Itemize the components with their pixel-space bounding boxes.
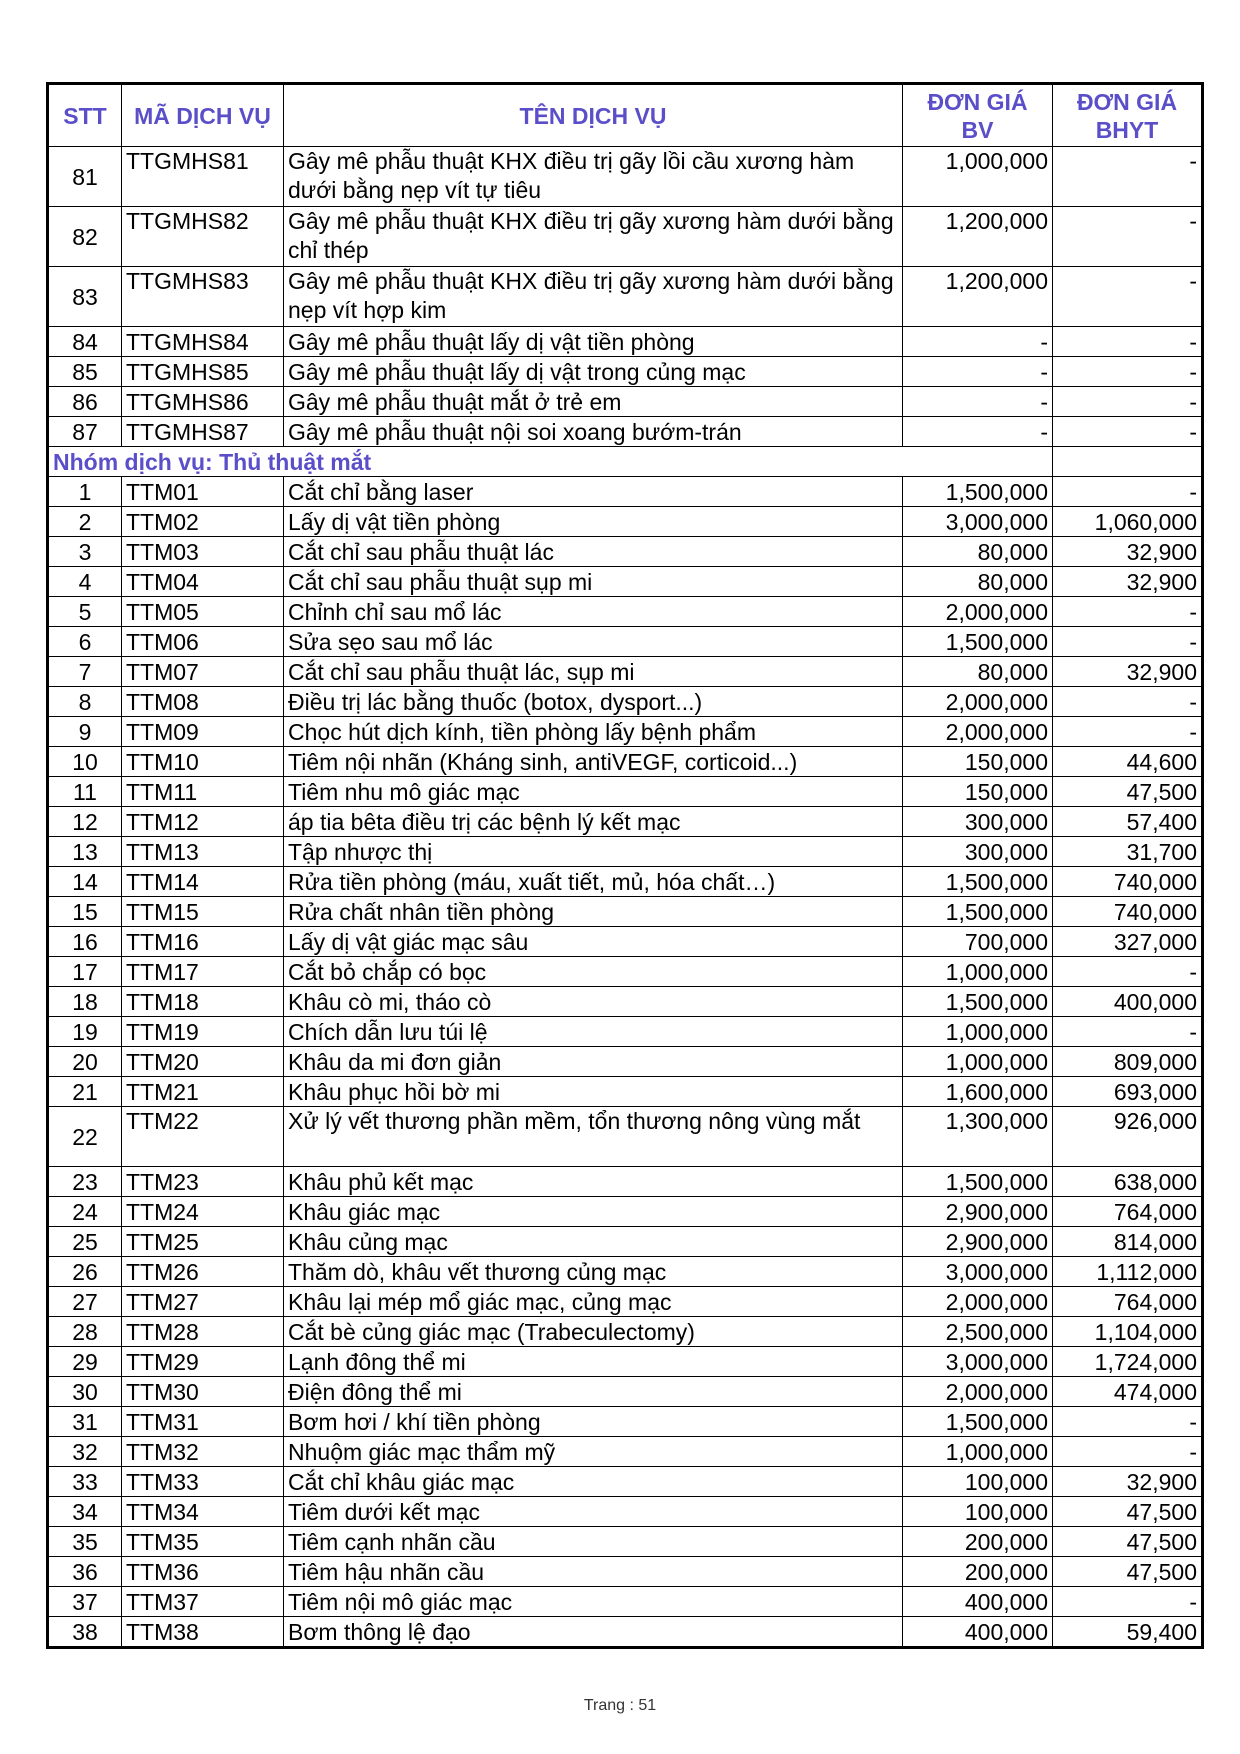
row-price-bv: 1,000,000 — [903, 1017, 1053, 1047]
row-stt: 1 — [48, 477, 122, 507]
table-row — [48, 1437, 1203, 1467]
row-service-name: Chọc hút dịch kính, tiền phòng lấy bệnh phẩm — [284, 717, 903, 747]
row-code: TTM07 — [122, 657, 284, 687]
row-code: TTM34 — [122, 1497, 284, 1527]
row-price-bv: 80,000 — [903, 567, 1053, 597]
row-price-bhyt: 32,900 — [1053, 1467, 1203, 1497]
row-price-bv: 1,000,000 — [903, 1437, 1053, 1467]
row-code: TTM15 — [122, 897, 284, 927]
row-stt: 4 — [48, 567, 122, 597]
row-stt: 23 — [48, 1167, 122, 1197]
row-service-name: Gây mê phẫu thuật KHX điều trị gãy lồi cầu xương hàm dưới bằng nẹp vít tự tiêu — [284, 147, 903, 207]
table-row — [48, 837, 1203, 867]
row-price-bhyt: 814,000 — [1053, 1227, 1203, 1257]
row-service-name: Bơm thông lệ đạo — [284, 1617, 903, 1648]
row-code: TTM02 — [122, 507, 284, 537]
row-code: TTM14 — [122, 867, 284, 897]
header-price-bv-line2: BV — [961, 116, 994, 143]
table-row — [48, 777, 1203, 807]
row-stt: 82 — [48, 207, 122, 267]
row-price-bv: 1,000,000 — [903, 1047, 1053, 1077]
row-price-bv: 1,000,000 — [903, 957, 1053, 987]
row-code: TTM23 — [122, 1167, 284, 1197]
row-price-bv: 2,000,000 — [903, 687, 1053, 717]
row-price-bv: 3,000,000 — [903, 1257, 1053, 1287]
row-stt: 27 — [48, 1287, 122, 1317]
row-stt: 33 — [48, 1467, 122, 1497]
row-service-name: Cắt chỉ sau phẫu thuật sụp mi — [284, 567, 903, 597]
row-price-bv: 150,000 — [903, 777, 1053, 807]
row-stt: 14 — [48, 867, 122, 897]
row-price-bhyt: 47,500 — [1053, 777, 1203, 807]
row-stt: 7 — [48, 657, 122, 687]
row-service-name: Tiêm nội nhãn (Kháng sinh, antiVEGF, corticoid...) — [284, 747, 903, 777]
row-stt: 8 — [48, 687, 122, 717]
row-price-bv: 1,500,000 — [903, 477, 1053, 507]
table-row — [48, 567, 1203, 597]
rows-anesthesia — [48, 147, 1203, 447]
row-price-bv: 1,200,000 — [903, 207, 1053, 267]
header-price-bv — [903, 84, 1053, 147]
row-price-bv: 2,900,000 — [903, 1227, 1053, 1257]
row-price-bhyt: 57,400 — [1053, 807, 1203, 837]
table-row — [48, 1197, 1203, 1227]
row-price-bhyt: 327,000 — [1053, 927, 1203, 957]
row-service-name: Lạnh đông thể mi — [284, 1347, 903, 1377]
table-row — [48, 657, 1203, 687]
row-price-bhyt: - — [1053, 717, 1203, 747]
table-row — [48, 1557, 1203, 1587]
row-code: TTM21 — [122, 1077, 284, 1107]
table-row — [48, 1617, 1203, 1648]
row-service-name: Sửa sẹo sau mổ lác — [284, 627, 903, 657]
row-service-name: Tiêm hậu nhãn cầu — [284, 1557, 903, 1587]
group-empty-cell — [1053, 447, 1203, 477]
row-code: TTM36 — [122, 1557, 284, 1587]
row-service-name: áp tia bêta điều trị các bệnh lý kết mạc — [284, 807, 903, 837]
row-stt: 19 — [48, 1017, 122, 1047]
row-price-bhyt: - — [1053, 357, 1203, 387]
header-price-bv-line1: ĐƠN GIÁ — [927, 88, 1028, 115]
row-code: TTM38 — [122, 1617, 284, 1648]
row-stt: 9 — [48, 717, 122, 747]
table-row — [48, 1047, 1203, 1077]
row-price-bv: 2,500,000 — [903, 1317, 1053, 1347]
row-price-bv: 400,000 — [903, 1587, 1053, 1617]
table-row — [48, 1497, 1203, 1527]
row-service-name: Gây mê phẫu thuật lấy dị vật trong củng mạc — [284, 357, 903, 387]
row-service-name: Khâu da mi đơn giản — [284, 1047, 903, 1077]
row-code: TTM10 — [122, 747, 284, 777]
row-service-name: Bơm hơi / khí tiền phòng — [284, 1407, 903, 1437]
row-code: TTM33 — [122, 1467, 284, 1497]
row-price-bv: 3,000,000 — [903, 1347, 1053, 1377]
row-stt: 17 — [48, 957, 122, 987]
row-service-name: Cắt bè củng giác mạc (Trabeculectomy) — [284, 1317, 903, 1347]
row-code: TTGMHS87 — [122, 417, 284, 447]
row-price-bhyt: - — [1053, 147, 1203, 207]
row-price-bhyt: 44,600 — [1053, 747, 1203, 777]
table-row — [48, 897, 1203, 927]
table-row — [48, 267, 1203, 327]
row-code: TTM12 — [122, 807, 284, 837]
row-price-bv: 1,600,000 — [903, 1077, 1053, 1107]
row-price-bv: 2,000,000 — [903, 597, 1053, 627]
row-stt: 31 — [48, 1407, 122, 1437]
row-code: TTM32 — [122, 1437, 284, 1467]
row-price-bhyt: - — [1053, 207, 1203, 267]
table-row — [48, 417, 1203, 447]
row-price-bhyt: 32,900 — [1053, 657, 1203, 687]
row-price-bv: - — [903, 417, 1053, 447]
table-row — [48, 1527, 1203, 1557]
row-price-bv: 2,000,000 — [903, 1287, 1053, 1317]
row-code: TTM08 — [122, 687, 284, 717]
header-row — [48, 84, 1203, 147]
row-service-name: Lấy dị vật giác mạc sâu — [284, 927, 903, 957]
row-code: TTM20 — [122, 1047, 284, 1077]
row-price-bhyt: - — [1053, 387, 1203, 417]
table-row — [48, 957, 1203, 987]
row-stt: 37 — [48, 1587, 122, 1617]
row-price-bv: 2,900,000 — [903, 1197, 1053, 1227]
row-stt: 85 — [48, 357, 122, 387]
row-price-bhyt: 693,000 — [1053, 1077, 1203, 1107]
row-stt: 18 — [48, 987, 122, 1017]
row-code: TTM27 — [122, 1287, 284, 1317]
row-service-name: Gây mê phẫu thuật nội soi xoang bướm-trán — [284, 417, 903, 447]
row-service-name: Rửa chất nhân tiền phòng — [284, 897, 903, 927]
row-price-bhyt: 47,500 — [1053, 1527, 1203, 1557]
row-service-name: Tiêm dưới kết mạc — [284, 1497, 903, 1527]
row-code: TTM25 — [122, 1227, 284, 1257]
row-service-name: Xử lý vết thương phần mềm, tổn thương nông vùng mắt — [284, 1107, 903, 1167]
row-service-name: Rửa tiền phòng (máu, xuất tiết, mủ, hóa chất…) — [284, 867, 903, 897]
row-price-bhyt: 740,000 — [1053, 897, 1203, 927]
row-stt: 38 — [48, 1617, 122, 1648]
table-row — [48, 1287, 1203, 1317]
group-section — [48, 447, 1203, 477]
price-table — [46, 82, 1204, 1649]
row-stt: 20 — [48, 1047, 122, 1077]
row-price-bv: 200,000 — [903, 1557, 1053, 1587]
row-stt: 87 — [48, 417, 122, 447]
table-row — [48, 807, 1203, 837]
row-price-bhyt: - — [1053, 1407, 1203, 1437]
row-price-bhyt: - — [1053, 267, 1203, 327]
row-code: TTGMHS83 — [122, 267, 284, 327]
table-row — [48, 867, 1203, 897]
row-service-name: Cắt bỏ chắp có bọc — [284, 957, 903, 987]
table-row — [48, 1587, 1203, 1617]
row-code: TTM28 — [122, 1317, 284, 1347]
row-service-name: Khâu củng mạc — [284, 1227, 903, 1257]
row-price-bhyt: - — [1053, 327, 1203, 357]
row-price-bv: 400,000 — [903, 1617, 1053, 1648]
row-service-name: Khâu phục hồi bờ mi — [284, 1077, 903, 1107]
row-code: TTM26 — [122, 1257, 284, 1287]
row-stt: 24 — [48, 1197, 122, 1227]
row-service-name: Khâu lại mép mổ giác mạc, củng mạc — [284, 1287, 903, 1317]
row-service-name: Khâu phủ kết mạc — [284, 1167, 903, 1197]
row-stt: 34 — [48, 1497, 122, 1527]
row-code: TTM01 — [122, 477, 284, 507]
row-stt: 86 — [48, 387, 122, 417]
table-row — [48, 627, 1203, 657]
row-service-name: Chỉnh chỉ sau mổ lác — [284, 597, 903, 627]
table-row — [48, 1017, 1203, 1047]
row-price-bv: 100,000 — [903, 1467, 1053, 1497]
row-price-bv: 1,500,000 — [903, 867, 1053, 897]
row-stt: 22 — [48, 1107, 122, 1167]
table-row — [48, 1227, 1203, 1257]
row-price-bv: - — [903, 387, 1053, 417]
table-row — [48, 1077, 1203, 1107]
row-service-name: Cắt chỉ sau phẫu thuật lác — [284, 537, 903, 567]
table-row — [48, 1377, 1203, 1407]
row-price-bhyt: - — [1053, 1437, 1203, 1467]
row-stt: 10 — [48, 747, 122, 777]
row-price-bhyt: 31,700 — [1053, 837, 1203, 867]
row-stt: 11 — [48, 777, 122, 807]
row-price-bhyt: - — [1053, 1017, 1203, 1047]
row-service-name: Khâu cò mi, tháo cò — [284, 987, 903, 1017]
row-price-bhyt: - — [1053, 597, 1203, 627]
row-service-name: Tiêm nội mô giác mạc — [284, 1587, 903, 1617]
row-price-bhyt: - — [1053, 687, 1203, 717]
row-price-bhyt: - — [1053, 1587, 1203, 1617]
row-price-bv: - — [903, 327, 1053, 357]
row-service-name: Gây mê phẫu thuật lấy dị vật tiền phòng — [284, 327, 903, 357]
row-price-bhyt: 1,112,000 — [1053, 1257, 1203, 1287]
row-code: TTM29 — [122, 1347, 284, 1377]
row-price-bhyt: 1,104,000 — [1053, 1317, 1203, 1347]
row-code: TTM30 — [122, 1377, 284, 1407]
row-price-bhyt: 400,000 — [1053, 987, 1203, 1017]
row-code: TTGMHS82 — [122, 207, 284, 267]
row-code: TTM17 — [122, 957, 284, 987]
row-price-bhyt: 764,000 — [1053, 1197, 1203, 1227]
row-stt: 5 — [48, 597, 122, 627]
row-code: TTGMHS86 — [122, 387, 284, 417]
header-stt: STT — [48, 84, 122, 147]
row-price-bhyt: 32,900 — [1053, 567, 1203, 597]
header-name: TÊN DỊCH VỤ — [284, 84, 903, 147]
row-price-bv: 300,000 — [903, 807, 1053, 837]
row-price-bv: 1,500,000 — [903, 1407, 1053, 1437]
row-code: TTM37 — [122, 1587, 284, 1617]
table-row — [48, 1257, 1203, 1287]
row-price-bhyt: 59,400 — [1053, 1617, 1203, 1648]
row-stt: 32 — [48, 1437, 122, 1467]
row-price-bhyt: - — [1053, 957, 1203, 987]
row-service-name: Lấy dị vật tiền phòng — [284, 507, 903, 537]
header-price-bhyt-line2: BHYT — [1095, 116, 1159, 143]
page-number: Trang : 51 — [583, 1697, 657, 1714]
table-row — [48, 987, 1203, 1017]
table-row — [48, 1107, 1203, 1167]
row-code: TTGMHS84 — [122, 327, 284, 357]
row-service-name: Tiêm nhu mô giác mạc — [284, 777, 903, 807]
row-code: TTM11 — [122, 777, 284, 807]
table-row — [48, 507, 1203, 537]
row-stt: 29 — [48, 1347, 122, 1377]
row-stt: 2 — [48, 507, 122, 537]
row-price-bhyt: 1,060,000 — [1053, 507, 1203, 537]
table-row — [48, 747, 1203, 777]
row-price-bv: 1,000,000 — [903, 147, 1053, 207]
row-price-bhyt: 926,000 — [1053, 1107, 1203, 1167]
row-code: TTM13 — [122, 837, 284, 867]
row-service-name: Thăm dò, khâu vết thương củng mạc — [284, 1257, 903, 1287]
row-price-bhyt: 809,000 — [1053, 1047, 1203, 1077]
table-row — [48, 477, 1203, 507]
row-code: TTM09 — [122, 717, 284, 747]
row-price-bv: 1,500,000 — [903, 1167, 1053, 1197]
row-price-bhyt: - — [1053, 627, 1203, 657]
row-service-name: Gây mê phẫu thuật KHX điều trị gãy xương hàm dưới bằng nẹp vít hợp kim — [284, 267, 903, 327]
row-price-bv: 200,000 — [903, 1527, 1053, 1557]
row-price-bv: 1,200,000 — [903, 267, 1053, 327]
row-price-bhyt: 1,724,000 — [1053, 1347, 1203, 1377]
row-price-bv: 80,000 — [903, 657, 1053, 687]
row-price-bv: 1,300,000 — [903, 1107, 1053, 1167]
table-row — [48, 597, 1203, 627]
table-row — [48, 327, 1203, 357]
row-code: TTM18 — [122, 987, 284, 1017]
row-price-bhyt: 47,500 — [1053, 1557, 1203, 1587]
row-stt: 83 — [48, 267, 122, 327]
row-code: TTM35 — [122, 1527, 284, 1557]
row-stt: 13 — [48, 837, 122, 867]
row-price-bhyt: - — [1053, 477, 1203, 507]
table-row — [48, 1347, 1203, 1377]
row-service-name: Nhuộm giác mạc thẩm mỹ — [284, 1437, 903, 1467]
row-price-bhyt: 638,000 — [1053, 1167, 1203, 1197]
row-service-name: Chích dẫn lưu túi lệ — [284, 1017, 903, 1047]
row-service-name: Cắt chỉ bằng laser — [284, 477, 903, 507]
row-service-name: Gây mê phẫu thuật KHX điều trị gãy xương hàm dưới bằng chỉ thép — [284, 207, 903, 267]
group-row — [48, 447, 1203, 477]
row-price-bv: 700,000 — [903, 927, 1053, 957]
row-price-bv: 2,000,000 — [903, 1377, 1053, 1407]
table-row — [48, 717, 1203, 747]
group-label: Nhóm dịch vụ: Thủ thuật mắt — [48, 447, 1053, 477]
row-stt: 35 — [48, 1527, 122, 1557]
table-row — [48, 147, 1203, 207]
row-price-bv: 80,000 — [903, 537, 1053, 567]
row-service-name: Cắt chỉ sau phẫu thuật lác, sụp mi — [284, 657, 903, 687]
row-stt: 6 — [48, 627, 122, 657]
row-price-bv: 300,000 — [903, 837, 1053, 867]
row-stt: 16 — [48, 927, 122, 957]
row-price-bv: 100,000 — [903, 1497, 1053, 1527]
row-service-name: Tiêm cạnh nhãn cầu — [284, 1527, 903, 1557]
row-stt: 3 — [48, 537, 122, 567]
row-stt: 81 — [48, 147, 122, 207]
row-stt: 28 — [48, 1317, 122, 1347]
row-stt: 15 — [48, 897, 122, 927]
row-price-bv: 1,500,000 — [903, 897, 1053, 927]
table-row — [48, 1407, 1203, 1437]
row-code: TTM19 — [122, 1017, 284, 1047]
row-price-bv: 2,000,000 — [903, 717, 1053, 747]
row-code: TTM06 — [122, 627, 284, 657]
row-code: TTM16 — [122, 927, 284, 957]
row-stt: 21 — [48, 1077, 122, 1107]
table-row — [48, 687, 1203, 717]
row-code: TTM05 — [122, 597, 284, 627]
row-code: TTM22 — [122, 1107, 284, 1167]
row-price-bv: - — [903, 357, 1053, 387]
table-row — [48, 207, 1203, 267]
table-row — [48, 1317, 1203, 1347]
row-service-name: Khâu giác mạc — [284, 1197, 903, 1227]
row-code: TTGMHS85 — [122, 357, 284, 387]
header-code: MÃ DỊCH VỤ — [122, 84, 284, 147]
row-code: TTM04 — [122, 567, 284, 597]
row-price-bhyt: 740,000 — [1053, 867, 1203, 897]
row-code: TTGMHS81 — [122, 147, 284, 207]
row-stt: 25 — [48, 1227, 122, 1257]
row-service-name: Gây mê phẫu thuật mắt ở trẻ em — [284, 387, 903, 417]
row-service-name: Tập nhược thị — [284, 837, 903, 867]
table-row — [48, 537, 1203, 567]
row-service-name: Cắt chỉ khâu giác mạc — [284, 1467, 903, 1497]
row-price-bv: 150,000 — [903, 747, 1053, 777]
header-price-bhyt-line1: ĐƠN GIÁ — [1076, 88, 1178, 115]
table-row — [48, 1467, 1203, 1497]
rows-eye-procedures — [48, 477, 1203, 1648]
row-service-name: Điều trị lác bằng thuốc (botox, dysport...) — [284, 687, 903, 717]
row-price-bv: 3,000,000 — [903, 507, 1053, 537]
row-stt: 36 — [48, 1557, 122, 1587]
row-stt: 84 — [48, 327, 122, 357]
table-row — [48, 357, 1203, 387]
table-row — [48, 927, 1203, 957]
table-row — [48, 387, 1203, 417]
row-code: TTM31 — [122, 1407, 284, 1437]
row-price-bhyt: 764,000 — [1053, 1287, 1203, 1317]
row-price-bhyt: 47,500 — [1053, 1497, 1203, 1527]
header-price-bhyt — [1053, 84, 1203, 147]
row-price-bhyt: 32,900 — [1053, 537, 1203, 567]
row-price-bv: 1,500,000 — [903, 987, 1053, 1017]
row-price-bv: 1,500,000 — [903, 627, 1053, 657]
row-stt: 12 — [48, 807, 122, 837]
row-stt: 26 — [48, 1257, 122, 1287]
row-code: TTM03 — [122, 537, 284, 567]
table-row — [48, 1167, 1203, 1197]
row-service-name: Điện đông thể mi — [284, 1377, 903, 1407]
row-stt: 30 — [48, 1377, 122, 1407]
row-price-bhyt: 474,000 — [1053, 1377, 1203, 1407]
row-code: TTM24 — [122, 1197, 284, 1227]
row-price-bhyt: - — [1053, 417, 1203, 447]
